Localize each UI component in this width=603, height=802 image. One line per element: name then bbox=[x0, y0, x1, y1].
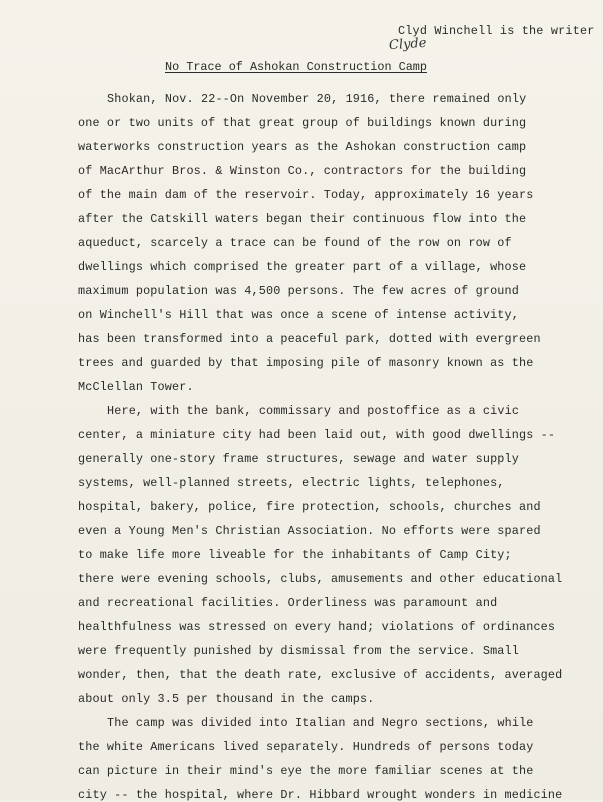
body-line: on Winchell's Hill that was once a scene of intense activity, bbox=[78, 308, 519, 322]
body-line: The camp was divided into Italian and Negro sections, while bbox=[107, 716, 534, 730]
body-line: city -- the hospital, where Dr. Hibbard wrought wonders in medicine bbox=[78, 788, 563, 802]
body-line: trees and guarded by that imposing pile of masonry known as the bbox=[78, 356, 534, 370]
body-line: generally one-story frame structures, sewage and water supply bbox=[78, 452, 519, 466]
body-line: were frequently punished by dismissal from the service. Small bbox=[78, 644, 519, 658]
body-line: Here, with the bank, commissary and postoffice as a civic bbox=[107, 404, 520, 418]
body-line: of MacArthur Bros. & Winston Co., contractors for the building bbox=[78, 164, 527, 178]
body-line: the white Americans lived separately. Hundreds of persons today bbox=[78, 740, 534, 754]
body-line: of the main dam of the reservoir. Today, approximately 16 years bbox=[78, 188, 534, 202]
body-line: Shokan, Nov. 22--On November 20, 1916, there remained only bbox=[107, 92, 527, 106]
body-line: hospital, bakery, police, fire protection, schools, churches and bbox=[78, 500, 541, 514]
body-line: systems, well-planned streets, electric lights, telephones, bbox=[78, 476, 505, 490]
body-line: wonder, then, that the death rate, exclusive of accidents, averaged bbox=[78, 668, 563, 682]
body-line: even a Young Men's Christian Association. No efforts were spared bbox=[78, 524, 541, 538]
body-line: McClellan Tower. bbox=[78, 380, 194, 394]
body-line: aqueduct, scarcely a trace can be found of the row on row of bbox=[78, 236, 512, 250]
body-line: waterworks construction years as the Ashokan construction camp bbox=[78, 140, 527, 154]
body-line: center, a miniature city had been laid out, with good dwellings -- bbox=[78, 428, 556, 442]
body-line: can picture in their mind's eye the more familiar scenes at the bbox=[78, 764, 534, 778]
writer-note: Clyd Winchell is the writer bbox=[398, 24, 595, 38]
document-title: No Trace of Ashokan Construction Camp bbox=[165, 60, 427, 74]
body-line: one or two units of that great group of buildings known during bbox=[78, 116, 527, 130]
body-line: and recreational facilities. Orderliness was paramount and bbox=[78, 596, 498, 610]
body-line: to make life more liveable for the inhabitants of Camp City; bbox=[78, 548, 512, 562]
body-line: there were evening schools, clubs, amusements and other educational bbox=[78, 572, 563, 586]
body-line: about only 3.5 per thousand in the camps. bbox=[78, 692, 375, 706]
handwritten-correction: Clyde bbox=[388, 35, 427, 54]
body-line: maximum population was 4,500 persons. The few acres of ground bbox=[78, 284, 519, 298]
body-line: has been transformed into a peaceful park, dotted with evergreen bbox=[78, 332, 541, 346]
body-line: after the Catskill waters began their continuous flow into the bbox=[78, 212, 527, 226]
body-line: dwellings which comprised the greater part of a village, whose bbox=[78, 260, 527, 274]
body-line: healthfulness was stressed on every hand; violations of ordinances bbox=[78, 620, 556, 634]
